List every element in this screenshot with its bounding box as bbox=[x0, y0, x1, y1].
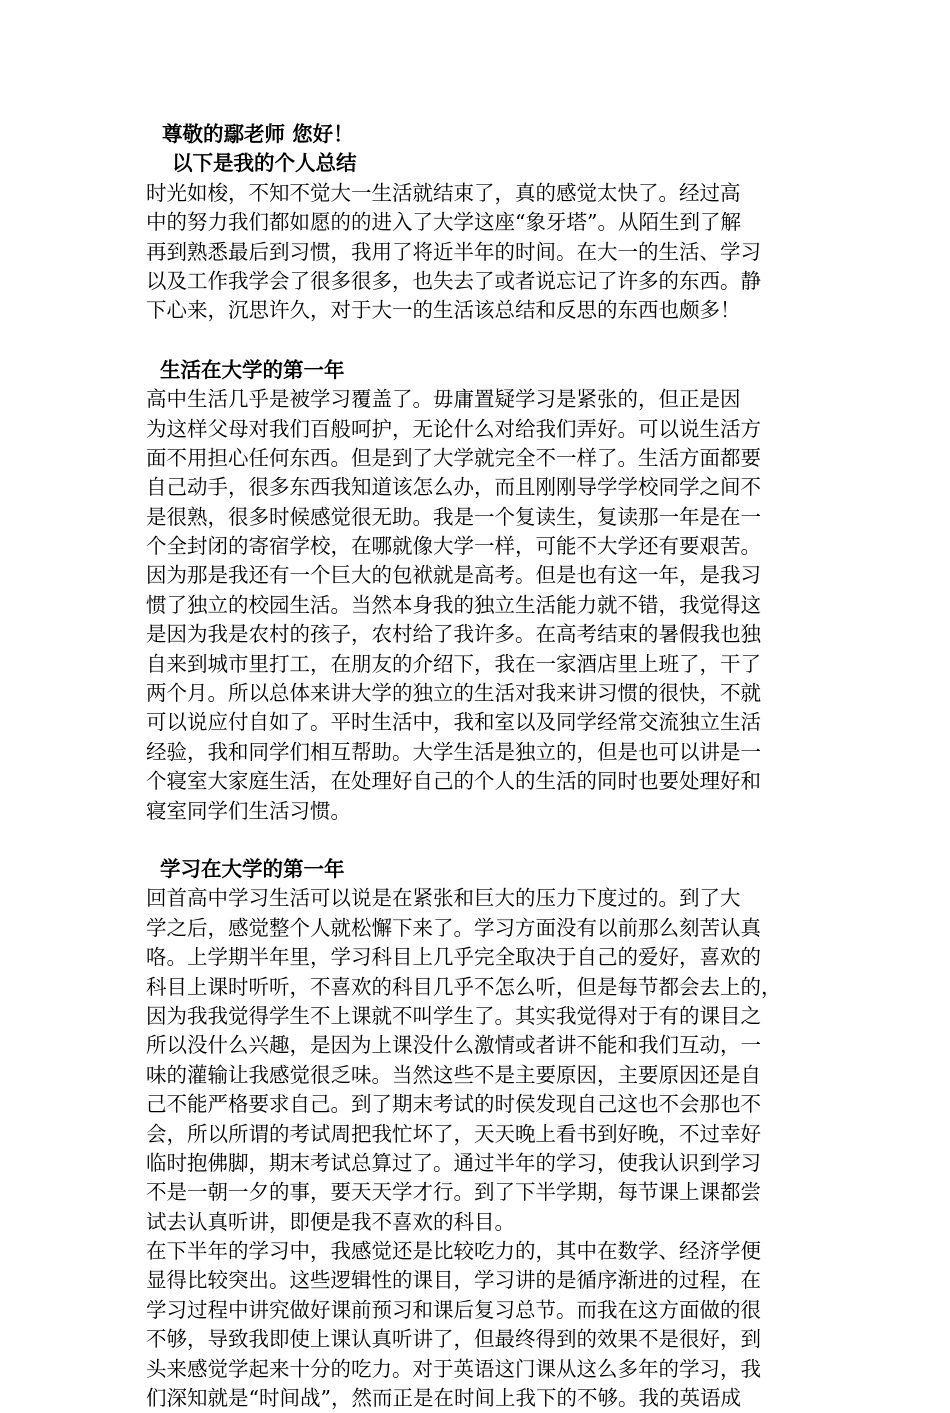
paragraph-line: 味的灌输让我感觉很乏味。当然这些不是主要原因，主要原因还是自 bbox=[146, 1062, 761, 1087]
greeting: 尊敬的鄢老师 您好！ bbox=[162, 122, 354, 146]
paragraph-line: 是因为我是农村的孩子，农村给了我许多。在高考结束的暑假我也独 bbox=[146, 622, 761, 647]
section-study bbox=[146, 855, 826, 1413]
paragraph-line: 临时抱佛脚，期末考试总算过了。通过半年的学习，使我认识到学习 bbox=[146, 1150, 761, 1175]
section-heading: 学习在大学的第一年 bbox=[160, 856, 345, 881]
document-page bbox=[146, 120, 826, 1413]
intro-line: 时光如梭，不知不觉大一生活就结束了，真的感觉太快了。经过高 bbox=[146, 180, 741, 205]
paragraph-line: 面不用担心任何东西。但是到了大学就完全不一样了。生活方面都要 bbox=[146, 445, 761, 470]
section-life bbox=[146, 356, 826, 826]
blank-line bbox=[146, 826, 826, 855]
paragraph-line: 寝室同学们生活习惯。 bbox=[146, 798, 351, 823]
paragraph-line: 不是一朝一夕的事，要天天学才行。到了下半学期，每节课上课都尝 bbox=[146, 1180, 761, 1205]
paragraph-line: 所以没什么兴趣，是因为上课没什么激情或者讲不能和我们互动，一 bbox=[146, 1033, 761, 1058]
paragraph-line: 为这样父母对我们百般呵护，无论什么对给我们弄好。可以说生活方 bbox=[146, 416, 761, 441]
paragraph-line: 惯了独立的校园生活。当然本身我的独立生活能力就不错，我觉得这 bbox=[146, 592, 761, 617]
paragraph-line: 回首高中学习生活可以说是在紧张和巨大的压力下度过的。到了大 bbox=[146, 886, 741, 911]
paragraph-line: 可以说应付自如了。平时生活中，我和室以及同学经常交流独立生活 bbox=[146, 710, 761, 735]
paragraph-line: 学之后，感觉整个人就松懈下来了。学习方面没有以前那么刻苦认真 bbox=[146, 915, 761, 940]
paragraph-line: 在下半年的学习中，我感觉还是比较吃力的，其中在数学、经济学便 bbox=[146, 1239, 761, 1264]
paragraph-line: 试去认真听讲，即便是我不喜欢的科目。 bbox=[146, 1209, 515, 1234]
paragraph-line: 不够，导致我即使上课认真听讲了，但最终得到的效果不是很好，到 bbox=[146, 1327, 761, 1352]
intro-line: 再到熟悉最后到习惯，我用了将近半年的时间。在大一的生活、学习 bbox=[146, 239, 761, 264]
paragraph-line: 咯。上学期半年里，学习科目上几乎完全取决于自己的爱好，喜欢的 bbox=[146, 945, 761, 970]
intro-paragraph bbox=[146, 179, 826, 326]
paragraph-line: 因为那是我还有一个巨大的包袱就是高考。但是也有这一年，是我习 bbox=[146, 563, 761, 588]
blank-line bbox=[146, 326, 826, 356]
paragraph-line: 因为我我觉得学生不上课就不叫学生了。其实我觉得对于有的课目之 bbox=[146, 1003, 761, 1028]
paragraph-line: 们深知就是“时间战”，然而正是在时间上我下的不够。我的英语成 bbox=[146, 1386, 741, 1411]
paragraph-line: 会，所以所谓的考试周把我忙坏了，天天晚上看书到好晚，不过幸好 bbox=[146, 1121, 761, 1146]
paragraph-line: 两个月。所以总体来讲大学的独立的生活对我来讲习惯的很快，不就 bbox=[146, 681, 761, 706]
section-heading: 生活在大学的第一年 bbox=[160, 357, 345, 382]
intro-line: 下心来，沉思许久，对于大一的生活该总结和反思的东西也颇多！ bbox=[146, 298, 741, 323]
intro-line: 以及工作我学会了很多很多，也失去了或者说忘记了许多的东西。静 bbox=[146, 268, 761, 293]
paragraph-line: 自己动手，很多东西我知道该怎么办，而且刚刚导学学校同学之间不 bbox=[146, 475, 761, 500]
paragraph-line: 学习过程中讲究做好课前预习和课后复习总节。而我在这方面做的很 bbox=[146, 1297, 761, 1322]
paragraph-line: 显得比较突出。这些逻辑性的课目，学习讲的是循序渐进的过程，在 bbox=[146, 1268, 761, 1293]
paragraph-line: 科目上课时听听，不喜欢的科目几乎不怎么听，但是每节都会去上的， bbox=[146, 974, 782, 999]
paragraph-line: 自来到城市里打工，在朋友的介绍下，我在一家酒店里上班了，干了 bbox=[146, 651, 761, 676]
intro-line: 中的努力我们都如愿的的进入了大学这座“象牙塔”。从陌生到了解 bbox=[146, 210, 741, 235]
subtitle: 以下是我的个人总结 bbox=[172, 151, 357, 176]
paragraph-line: 个寝室大家庭生活，在处理好自己的个人的生活的同时也要处理好和 bbox=[146, 769, 761, 794]
paragraph-line: 头来感觉学起来十分的吃力。对于英语这门课从这么多年的学习，我 bbox=[146, 1356, 761, 1381]
paragraph-line: 经验，我和同学们相互帮助。大学生活是独立的，但是也可以讲是一 bbox=[146, 739, 761, 764]
paragraph-line: 高中生活几乎是被学习覆盖了。毋庸置疑学习是紧张的，但正是因 bbox=[146, 387, 741, 412]
paragraph-line: 己不能严格要求自己。到了期末考试的时侯发现自己这也不会那也不 bbox=[146, 1092, 761, 1117]
paragraph-line: 是很熟，很多时候感觉很无助。我是一个复读生，复读那一年是在一 bbox=[146, 504, 761, 529]
paragraph-line: 个全封闭的寄宿学校，在哪就像大学一样，可能不大学还有要艰苦。 bbox=[146, 534, 761, 559]
